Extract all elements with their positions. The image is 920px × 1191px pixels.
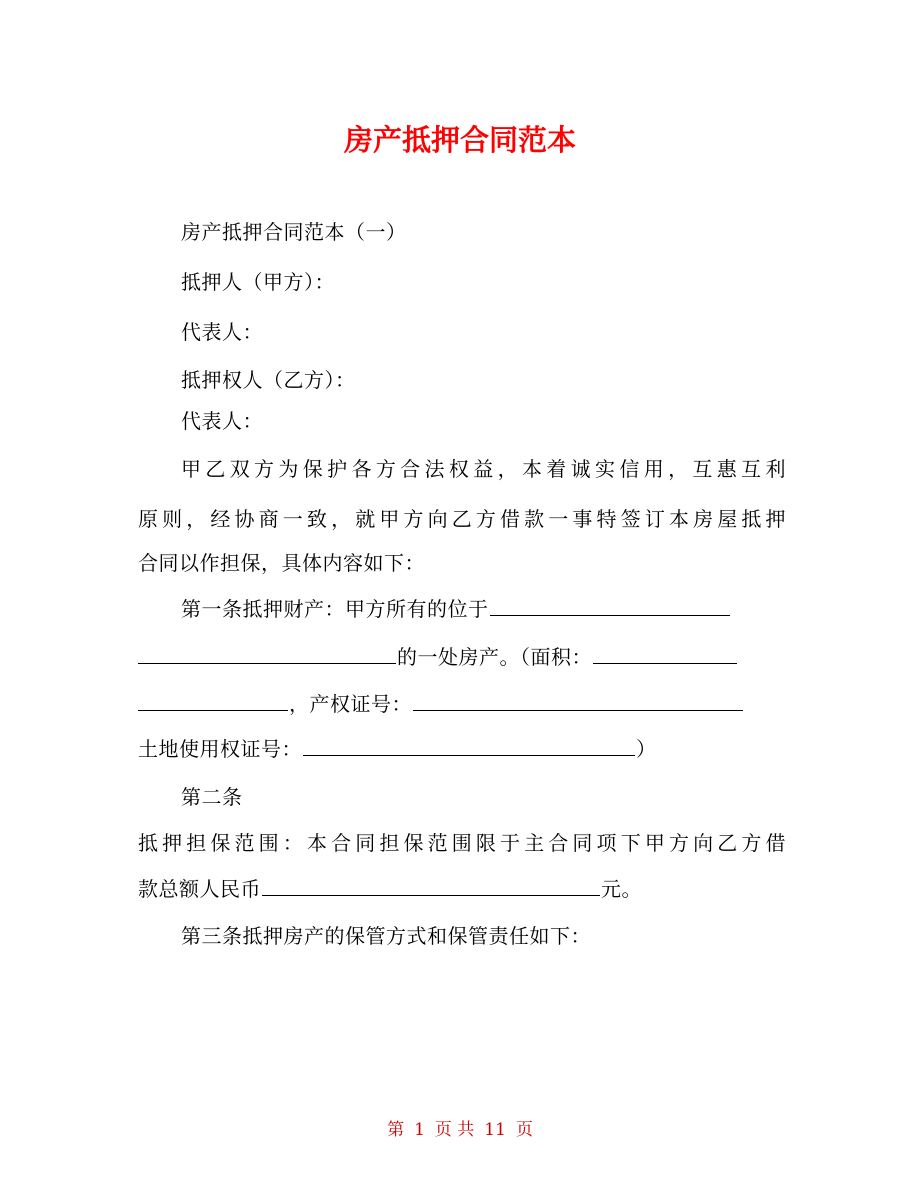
location-blank — [490, 597, 730, 616]
currency-unit: 元。 — [601, 877, 642, 901]
document-title: 房产抵押合同范本 — [343, 123, 576, 157]
area-blank — [593, 645, 737, 664]
land-certificate-label: 土地使用权证号： — [138, 737, 302, 761]
certificate-blank — [413, 692, 743, 711]
party-a-label: 抵押人（甲方）： — [181, 270, 335, 294]
intro-line-3: 合同以作担保，具体内容如下： — [138, 551, 425, 575]
article-1-line-1 — [181, 597, 731, 621]
closing-paren: ） — [636, 737, 657, 761]
location-blank-cont — [138, 645, 396, 664]
party-b-label: 抵押权人（乙方）： — [181, 368, 356, 392]
footer-page-total: 11 — [484, 1120, 506, 1140]
contract-subtitle: 房产抵押合同范本（一） — [181, 220, 407, 244]
representative-a-label: 代表人： — [181, 320, 263, 344]
intro-line-1: 甲乙双方为保护各方合法权益，本着诚实信用，互惠互利 — [181, 457, 786, 481]
page-footer — [0, 1115, 920, 1140]
article-1-area-text: 的一处房产。（面积： — [397, 645, 592, 669]
area-blank-cont — [138, 692, 288, 711]
loan-amount-label: 款总额人民币 — [138, 877, 261, 901]
article-2-line-1: 抵押担保范围：本合同担保范围限于主合同项下甲方向乙方借 — [138, 831, 786, 855]
land-certificate-blank — [303, 737, 635, 756]
footer-page-label: 第 — [387, 1120, 405, 1140]
article-3-heading: 第三条抵押房产的保管方式和保管责任如下： — [181, 924, 591, 948]
intro-line-2: 原则，经协商一致，就甲方向乙方借款一事特签订本房屋抵押 — [138, 507, 786, 531]
footer-page-mid: 页 共 — [434, 1120, 475, 1140]
footer-page-end: 页 — [515, 1120, 533, 1140]
article-1-text: 第一条抵押财产：甲方所有的位于 — [181, 597, 489, 621]
article-2-line-2 — [138, 877, 642, 901]
footer-page-number: 1 — [414, 1120, 425, 1140]
article-1-line-2 — [138, 645, 738, 669]
article-2-heading: 第二条 — [181, 785, 243, 809]
article-1-line-4 — [138, 737, 657, 761]
representative-b-label: 代表人： — [181, 409, 263, 433]
certificate-label: ，产权证号： — [289, 692, 412, 716]
article-1-line-3 — [138, 692, 744, 716]
loan-amount-blank — [262, 877, 600, 896]
